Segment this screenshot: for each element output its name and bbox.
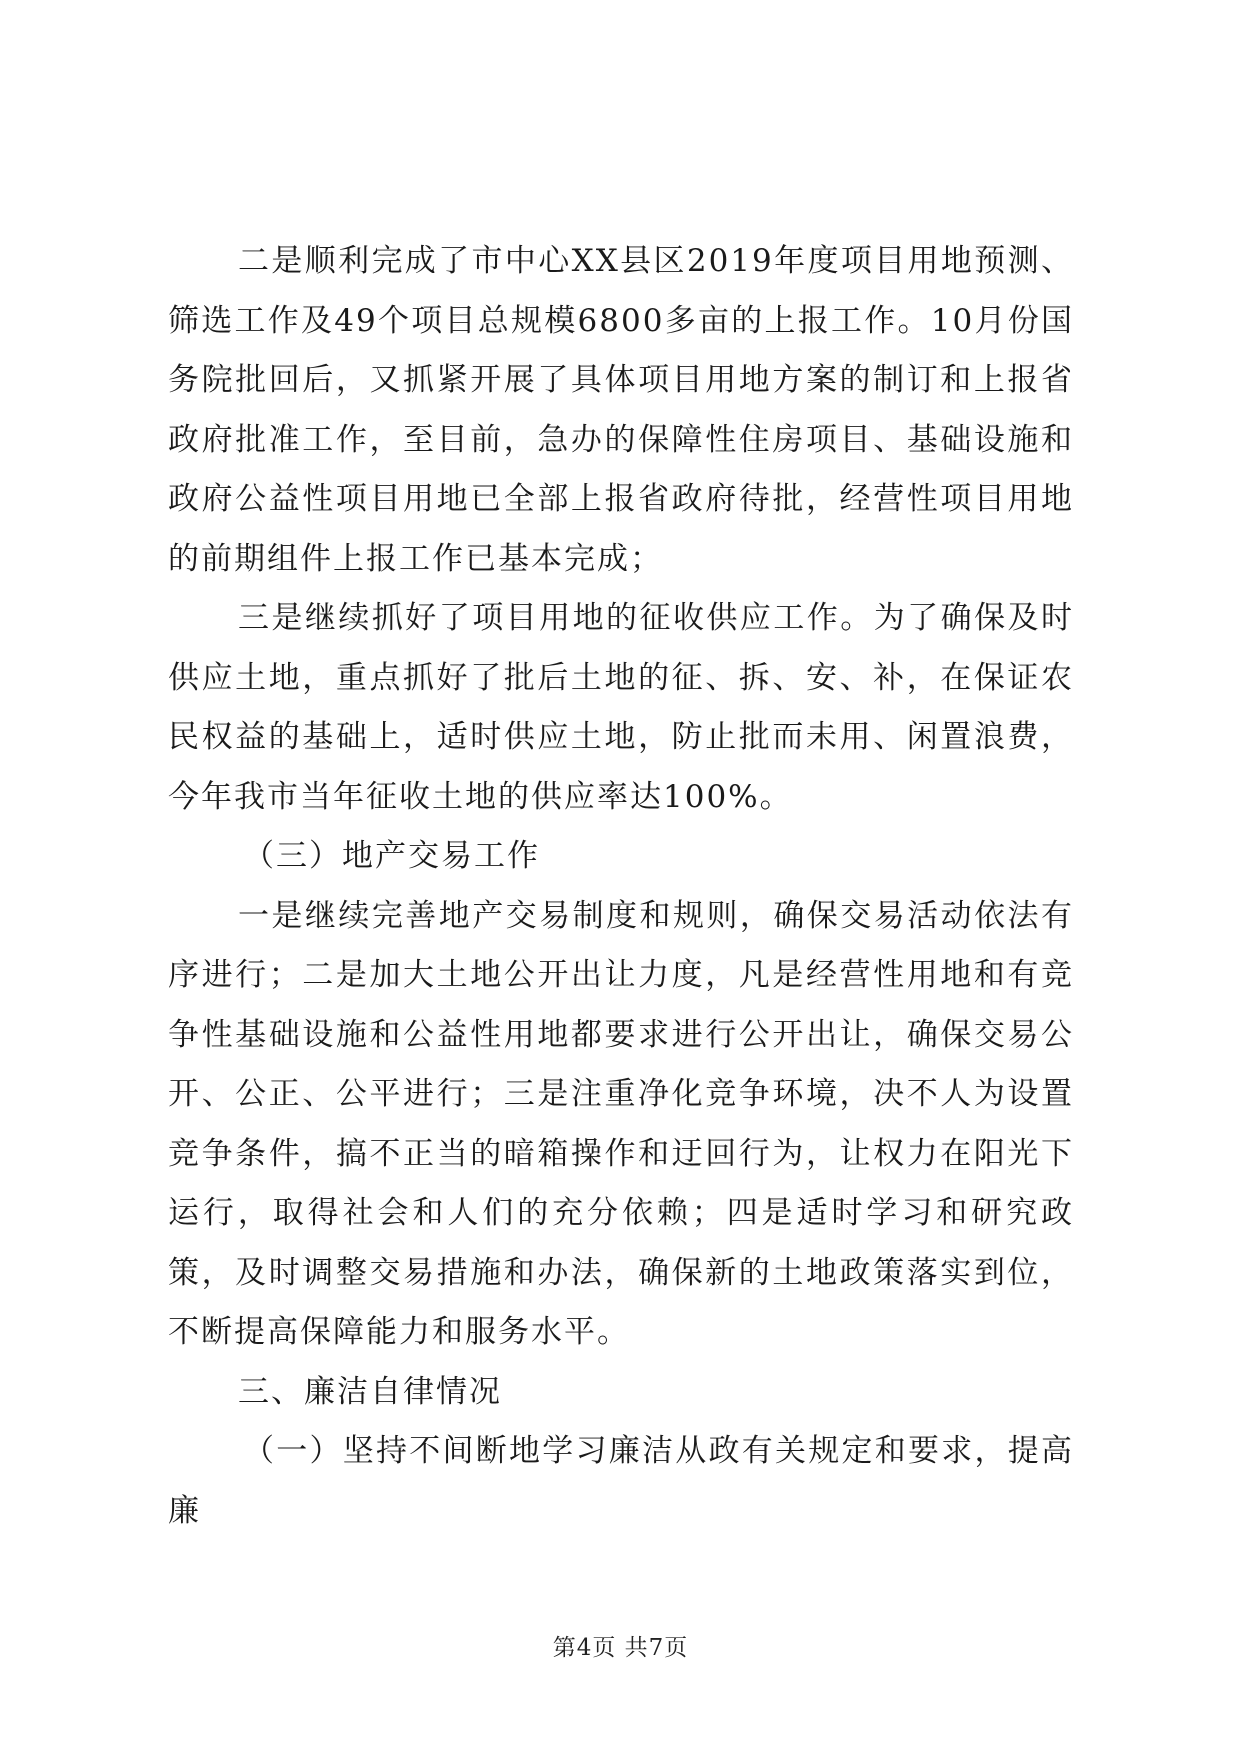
paragraph-land-transaction: 一是继续完善地产交易制度和规则，确保交易活动依法有序进行；二是加大土地公开出让力度，凡是经营性用地和有竞争性基础设施和公益性用地都要求进行公开出让，确保交易公开、公正、公平进行；三是注重净化竞争环境，决不人为设置竞争条件，搞不正当的暗箱操作和迂回行为，让权力在阳光下运行，取得社会和人们的充分依赖；四是适时学习和研究政策，及时调整交易措施和办法，确保新的土地政策落实到位，不断提高保障能力和服务水平。 (168, 897, 1074, 1350)
paragraph-project-reporting: 二是顺利完成了市中心XX县区2019年度项目用地预测、筛选工作及49个项目总规模6800多亩的上报工作。10月份国务院批回后，又抓紧开展了具体项目用地方案的制订和上报省政府批准工作，至目前，急办的保障性住房项目、基础设施和政府公益性项目用地已全部上报省政府待批，经营性项目用地的前期组件上报工作已基本完成； (168, 243, 1074, 577)
page-number-footer: 第4页 共7页 (552, 1635, 689, 1661)
paragraph-integrity-study: （一）坚持不间断地学习廉洁从政有关规定和要求，提高廉 (168, 1433, 1074, 1529)
section-heading-land-transaction: （三）地产交易工作 (243, 838, 540, 874)
section-heading-integrity: 三、廉洁自律情况 (238, 1373, 502, 1410)
paragraph-land-supply: 三是继续抓好了项目用地的征收供应工作。为了确保及时供应土地，重点抓好了批后土地的征、拆、安、补，在保证农民权益的基础上，适时供应土地，防止批而未用、闲置浪费，今年我市当年征收土地的供应率达100%。 (168, 600, 1074, 815)
document-body (168, 232, 1074, 1541)
